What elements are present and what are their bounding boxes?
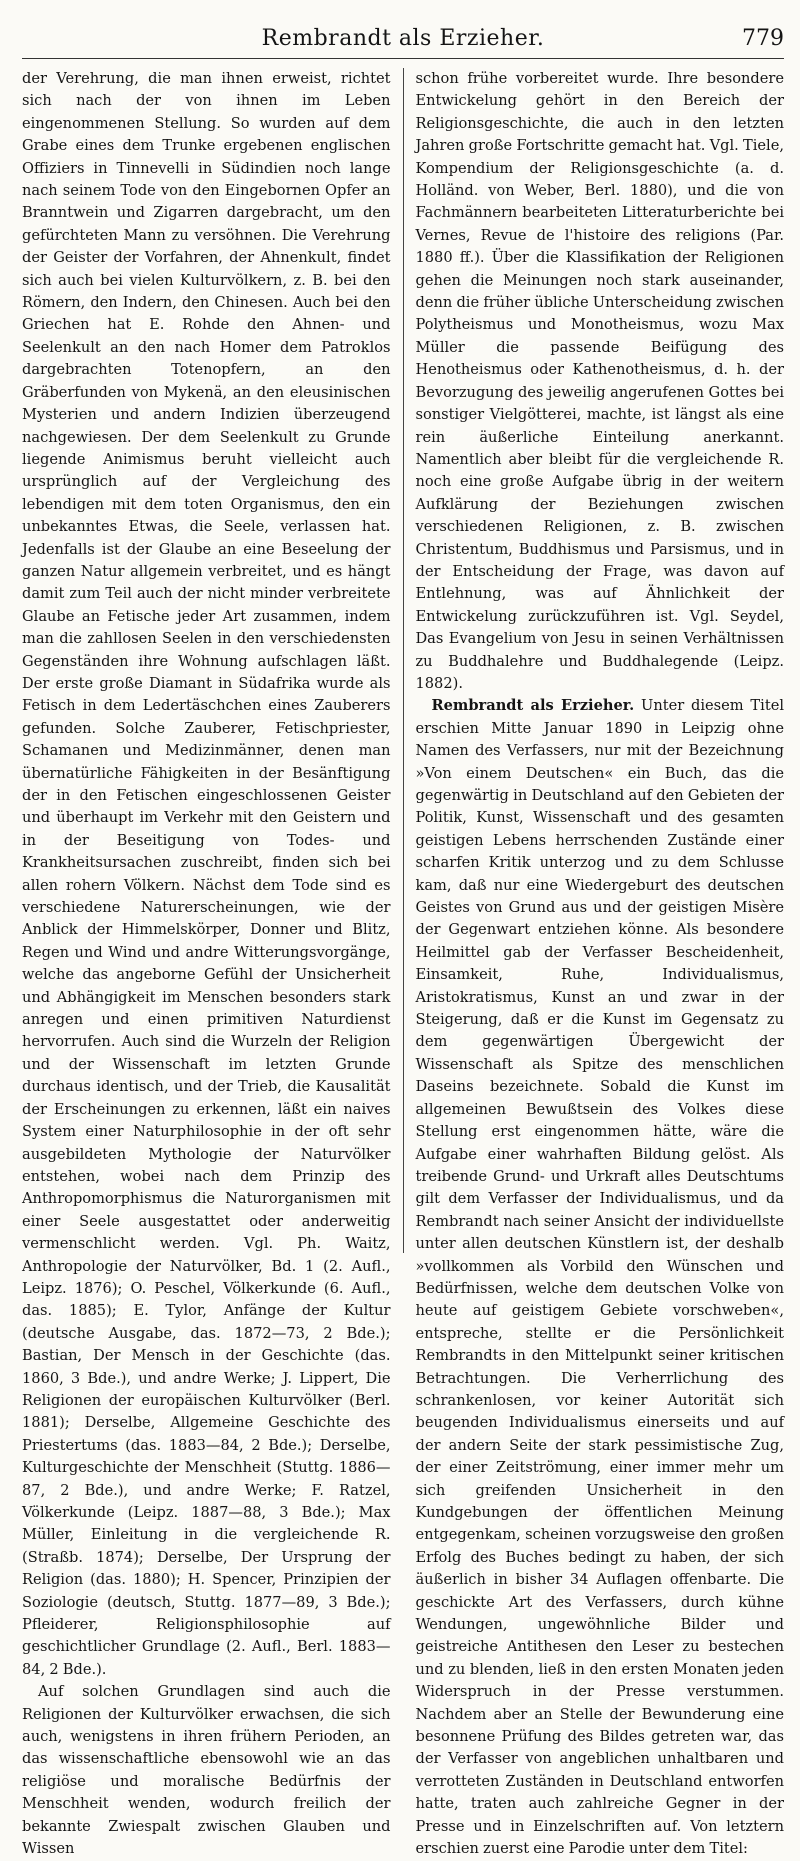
left-column xyxy=(22,68,403,1858)
right-paragraph: schon frühe vorbereitet wurde. Ihre besondere Entwickelung gehört in den Bereich der Religionsgeschichte, die auch in den letzten Jahren große Fortschritte gemacht hat. Vgl. Tiele, Kompendium der Religionsgeschichte (a. d. Holländ. von Weber, Berl. 1880), und die von Fachmännern bearbeiteten Litteraturberichte bei Vernes, Revue de l'histoire des religions (Par. 1880 ff.). Über die Klassifikation der Religionen gehen die Meinungen noch stark auseinander, denn die früher übliche Unterscheidung zwischen Polytheismus und Monotheismus, wozu Max Müller die passende Beifügung des Henotheismus oder Kathenotheismus, d. h. der Bevorzugung des jeweilig angerufenen Gottes bei sonstiger Vielgötterei, machte, ist längst als eine rein äußerliche Einteilung anerkannt. Namentlich aber bleibt für die vergleichende R. noch eine große Aufgabe übrig in der weitern Aufklärung der Beziehungen zwischen verschiedenen Religionen, z. B. zwischen Christentum, Buddhismus und Parsismus, und in der Entscheidung der Frage, was davon auf Entlehnung, was auf Ähnlichkeit der Entwickelung zurückzuführen ist. Vgl. Seydel, Das Evangelium von Jesu in seinen Verhältnissen zu Buddhalehre und Buddhalegende (Leipz. 1882). xyxy=(415,70,784,692)
page-number: 779 xyxy=(742,26,784,51)
left-paragraph: der Verehrung, die man ihnen erweist, richtet sich nach der von ihnen im Leben eingenommenen Stellung. So wurden auf dem Grabe eines dem Trunke ergebenen englischen Offiziers in Tinnevelli in Südindien noch lange nach seinem Tode von den Eingebornen Opfer an Branntwein und Zigarren dargebracht, um den gefürchteten Mann zu versöhnen. Die Verehrung der Geister der Vorfahren, der Ahnenkult, findet sich auch bei vielen Kulturvölkern, z. B. bei den Römern, den Indern, den Chinesen. Auch bei den Griechen hat E. Rohde den Ahnen- und Seelenkult an den nach Homer dem Patroklos dargebrachten Totenopfern, an den Gräberfunden von Mykenä, an den eleusinischen Mysterien und andern Indizien überzeugend nachgewiesen. Der dem Seelenkult zu Grunde liegende Animismus beruht vielleicht auch ursprünglich auf der Vergleichung des lebendigen mit dem toten Organismus, den ein unbekanntes Etwas, die Seele, verlassen hat. Jedenfalls ist der Glaube an eine Beseelung der ganzen Natur allgemein verbreitet, und es hängt damit zum Teil auch der nicht minder verbreitete Glaube an Fetische jeder Art zusammen, indem man die zahllosen Seelen in den verschiedensten Gegenständen ihre Wohnung aufschlagen läßt. Der erste große Diamant in Südafrika wurde als Fetisch in dem Ledertäschchen eines Zauberers gefunden. Solche Zauberer, Fetischpriester, Schamanen und Medizinmänner, denen man übernatürliche Fähigkeiten in der Besänftigung der in den Fetischen eingeschlossenen Geister und überhaupt im Verkehr mit den Geistern und in der Beseitigung von Todes- und Krankheitsursachen zuschreibt, finden sich bei allen rohern Völkern. Nächst dem Tode sind es verschiedene Naturerscheinungen, wie der Anblick der Himmelskörper, Donner und Blitz, Regen und Wind und andre Witterungsvorgänge, welche das angeborne Gefühl der Unsicherheit und Abhängigkeit im Menschen besonders stark anregen und einen primitiven Naturdienst hervorrufen. Auch sind die Wurzeln der Religion und der Wissenschaft im letzten Grunde durchaus identisch, und der Trieb, die Kausalität der Erscheinungen zu erkennen, läßt ein naives System einer Naturphilosophie in der oft sehr ausgebildeten Mythologie der Naturvölker entstehen, wobei nach dem Prinzip des Anthropomorphismus die Naturorganismen mit einer Seele ausgestattet oder anderweitig vermenschlicht werden. Vgl. Ph. Waitz, Anthropologie der Naturvölker, Bd. 1 (2. Aufl., Leipz. 1876); O. Peschel, Völkerkunde (6. Aufl., das. 1885); E. Tylor, Anfänge der Kultur (deutsche Ausgabe, das. 1872—73, 2 Bde.); Bastian, Der Mensch in der Geschichte (das. 1860, 3 Bde.), und andre Werke; J. Lippert, Die Religionen der europäischen Kulturvölker (Berl. 1881); Derselbe, Allgemeine Geschichte des Priestertums (das. 1883—84, 2 Bde.); Derselbe, Kulturgeschichte der Menschheit (Stuttg. 1886—87, 2 Bde.), und andre Werke; F. Ratzel, Völkerkunde (Leipz. 1887—88, 3 Bde.); Max Müller, Einleitung in die vergleichende R. (Straßb. 1874); Derselbe, Der Ursprung der Religion (das. 1880); H. Spencer, Prinzipien der Soziologie (deutsch, Stuttg. 1877—89, 3 Bde.); Pfleiderer, Religionsphilosophie auf geschichtlicher Grundlage (2. Aufl., Berl. 1883—84, 2 Bde.). xyxy=(22,70,391,1678)
left-paragraph: Auf solchen Grundlagen sind auch die Religionen der Kulturvölker erwachsen, die sich auch, wenigstens in ihren frühern Perioden, an das wissenschaftliche ebensowohl wie an das religiöse und moralische Bedürfnis der Menschheit wenden, wodurch freilich der bekannte Zwiespalt zwischen Glauben und Wissen xyxy=(22,1683,391,1858)
entry-rembrandt-als-erzieher xyxy=(415,695,784,1860)
right-column xyxy=(403,68,784,1858)
entry-headword: Rembrandt als Erzieher. xyxy=(431,697,635,715)
text-columns xyxy=(22,68,784,1858)
entry-text: Unter diesem Titel erschien Mitte Januar 1890 in Leipzig ohne Namen des Verfassers, nur mit der Bezeichnung »Von einem Deutschen« ein Buch, das die gegenwärtig in Deutschland auf den Gebieten der Politik, Kunst, Wissenschaft und des gesamten geistigen Lebens herrschenden Zustände einer scharfen Kritik unterzog und zu dem Schlusse kam, daß nur eine Wiedergeburt des deutschen Geistes von Grund aus und der geistigen Misère der Gegenwart entziehen könne. Als besondere Heilmittel gab der Verfasser Bescheidenheit, Einsamkeit, Ruhe, Individualismus, Aristokratismus, Kunst an und zwar in der Steigerung, daß er die Kunst im Gegensatz zu dem gegenwärtigen Übergewicht der Wissenschaft als Spitze des menschlichen Daseins bezeichnete. Sobald die Kunst im allgemeinen Bewußtsein des Volkes diese Stellung erst eingenommen hätte, wäre die Aufgabe einer wahrhaften Bildung gelöst. Als treibende Grund- und Urkraft alles Deutschtums gilt dem Verfasser der Individualismus, und da Rembrandt nach seiner Ansicht der individuellste unter allen deutschen Künstlern ist, der deshalb »vollkommen als Vorbild den Wünschen und Bedürfnissen, welche dem deutschen Volke von heute auf geistigem Gebiete vorschweben«, entspreche, stellte er die Persönlichkeit Rembrandts in den Mittelpunkt seiner kritischen Betrachtungen. Die Verherrlichung des schrankenlosen, vor keiner Autorität sich beugenden Individualismus einerseits und auf der andern Seite der stark pessimistische Zug, der einer Zeitströmung, einer immer mehr um sich greifenden Unsicherheit in den Kundgebungen der öffentlichen Meinung entgegenkam, scheinen vorzugsweise den großen Erfolg des Buches bedingt zu haben, der sich äußerlich in bisher 34 Auflagen offenbarte. Die geschickte Art des Verfassers, durch kühne Wendungen, ungewöhnliche Bilder und geistreiche Antithesen den Leser zu bestechen und zu blenden, ließ in den ersten Monaten jeden Widerspruch in der Presse verstummen. Nachdem aber an Stelle der Bewunderung eine besonnene Prüfung des Bildes getreten war, das der Verfasser von angeblichen unhaltbaren und verrotteten Zuständen in Deutschland entworfen hatte, traten auch zahlreiche Gegner in der Presse und in Einzelschriften auf. Von letztern erschien zuerst eine Parodie unter dem Titel: xyxy=(415,697,784,1858)
header-rule xyxy=(22,58,784,59)
running-title: Rembrandt als Erzieher. xyxy=(261,26,545,51)
page-header xyxy=(22,18,784,58)
